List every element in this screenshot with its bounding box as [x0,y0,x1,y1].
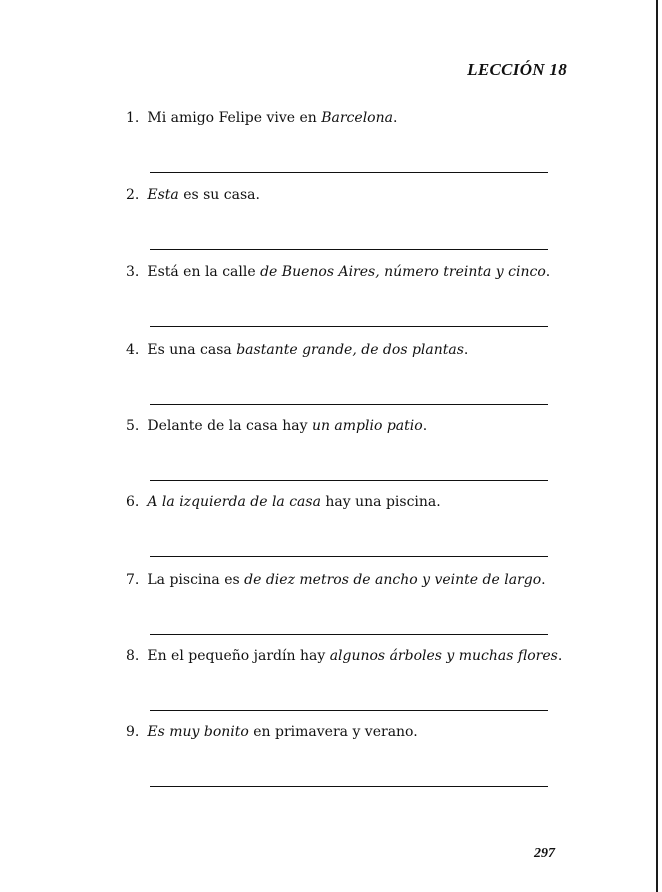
exercise-item [0,185,662,263]
sentence-text: es su casa. [178,187,260,203]
answer-line[interactable] [150,634,548,635]
exercise-item [0,492,662,570]
exercise-item [0,646,662,724]
answer-line[interactable] [150,710,548,711]
exercise-number: 2. [126,187,140,203]
answer-line[interactable] [150,249,548,250]
sentence-text: Es una casa [147,342,237,358]
sentence-italic-text: algunos árboles y muchas flores [329,648,558,664]
exercise-item [0,262,662,340]
exercise-item [0,108,662,186]
answer-line[interactable] [150,556,548,557]
answer-line[interactable] [150,172,548,173]
exercise-number: 1. [126,110,140,126]
exercise-number: 6. [126,494,140,510]
exercise-number: 7. [126,572,140,588]
sentence-text: La piscina es [147,572,245,588]
sentence-italic-text: de Buenos Aires, número treinta y cinco [260,264,546,280]
sentence-text: hay una piscina. [320,494,441,510]
exercise-item [0,570,662,648]
answer-line[interactable] [150,404,548,405]
sentence-text: . [422,418,428,434]
sentence-italic-text: Barcelona [321,110,393,126]
sentence-italic-text: Es muy bonito [147,724,249,740]
exercise-sentence [126,722,418,742]
exercise-item [0,340,662,418]
sentence-text: en primavera y verano. [248,724,418,740]
sentence-text: . [545,264,551,280]
sentence-text: En el pequeño jardín hay [147,648,330,664]
exercise-sentence [126,492,441,512]
exercise-number: 8. [126,648,140,664]
exercise-sentence [126,416,427,436]
exercise-sentence [126,185,260,205]
lesson-title: LECCIÓN 18 [467,60,567,79]
answer-line[interactable] [150,786,548,787]
sentence-text: Está en la calle [147,264,261,280]
exercise-number: 3. [126,264,140,280]
sentence-italic-text: Esta [147,187,179,203]
exercise-number: 4. [126,342,140,358]
sentence-italic-text: de diez metros de ancho y veinte de largo [244,572,542,588]
exercise-sentence [126,646,562,666]
sentence-text: . [463,342,469,358]
sentence-text: . [557,648,563,664]
sentence-text: Delante de la casa hay [147,418,312,434]
exercise-item [0,722,662,800]
answer-line[interactable] [150,326,548,327]
sentence-text: . [541,572,546,588]
page-number: 297 [534,846,555,861]
sentence-italic-text: un amplio patio [311,418,423,434]
exercise-number: 9. [126,724,140,740]
exercise-sentence [126,570,546,590]
exercise-sentence [126,340,468,360]
exercise-sentence [126,108,397,128]
answer-line[interactable] [150,480,548,481]
exercise-number: 5. [126,418,140,434]
exercise-item [0,416,662,494]
exercise-sentence [126,262,550,282]
sentence-italic-text: A la izquierda de la casa [147,494,321,510]
sentence-text: Mi amigo Felipe vive en [147,110,322,126]
sentence-text: . [392,110,398,126]
sentence-italic-text: bastante grande, de dos plantas [236,342,464,358]
